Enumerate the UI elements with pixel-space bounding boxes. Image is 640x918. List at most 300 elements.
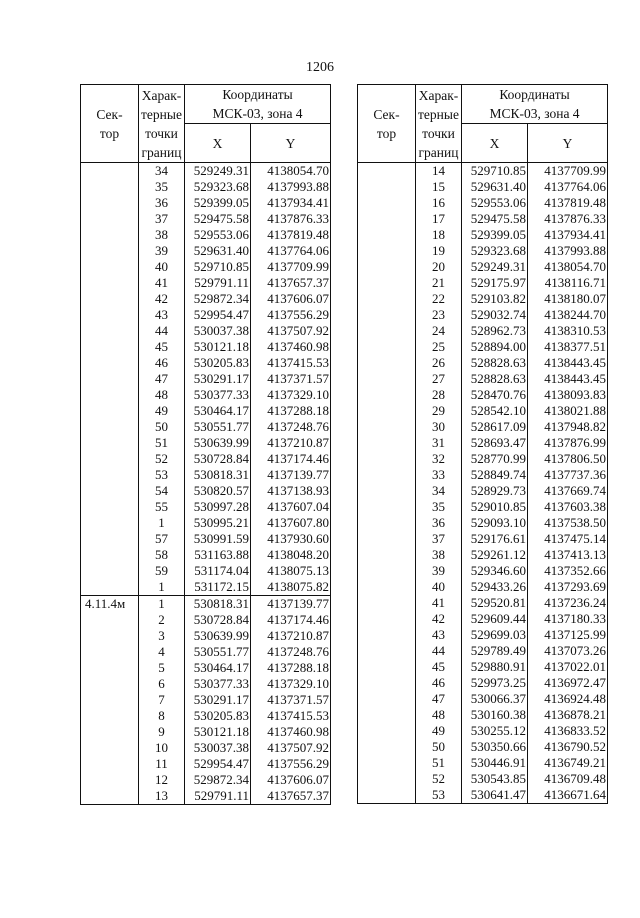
sector-cell <box>358 739 416 755</box>
sector-cell <box>81 483 139 499</box>
table-row <box>81 563 331 579</box>
x-cell: 530543.85 <box>462 771 528 787</box>
table-row <box>358 179 608 195</box>
point-cell: 51 <box>139 435 185 451</box>
y-cell: 4137352.66 <box>528 563 608 579</box>
sector-cell <box>81 339 139 355</box>
sector-cell <box>81 547 139 563</box>
point-cell: 34 <box>139 163 185 180</box>
x-cell: 530728.84 <box>185 612 251 628</box>
x-cell: 529032.74 <box>462 307 528 323</box>
y-cell: 4137460.98 <box>251 724 331 740</box>
x-cell: 530551.77 <box>185 644 251 660</box>
y-cell: 4137139.77 <box>251 596 331 613</box>
table-row <box>358 259 608 275</box>
x-cell: 529553.06 <box>185 227 251 243</box>
sector-cell <box>358 595 416 611</box>
point-cell: 29 <box>416 403 462 419</box>
x-cell: 530446.91 <box>462 755 528 771</box>
table-row <box>358 787 608 804</box>
point-cell: 37 <box>416 531 462 547</box>
sector-cell <box>81 772 139 788</box>
table-row <box>358 227 608 243</box>
point-cell: 26 <box>416 355 462 371</box>
table-row <box>358 275 608 291</box>
x-cell: 530121.18 <box>185 724 251 740</box>
sector-cell <box>358 419 416 435</box>
x-cell: 530464.17 <box>185 403 251 419</box>
sector-cell <box>358 467 416 483</box>
point-cell: 47 <box>416 691 462 707</box>
y-cell: 4138116.71 <box>528 275 608 291</box>
point-cell: 30 <box>416 419 462 435</box>
y-cell: 4137934.41 <box>251 195 331 211</box>
y-cell: 4136924.48 <box>528 691 608 707</box>
x-cell: 530160.38 <box>462 707 528 723</box>
point-cell: 49 <box>139 403 185 419</box>
y-cell: 4137180.33 <box>528 611 608 627</box>
y-cell: 4137507.92 <box>251 323 331 339</box>
table-row <box>81 339 331 355</box>
y-cell: 4137709.99 <box>251 259 331 275</box>
point-cell: 38 <box>416 547 462 563</box>
point-cell: 4 <box>139 644 185 660</box>
x-cell: 529791.11 <box>185 275 251 291</box>
x-cell: 530037.38 <box>185 740 251 756</box>
point-cell: 45 <box>139 339 185 355</box>
sector-cell <box>81 227 139 243</box>
x-cell: 529631.40 <box>462 179 528 195</box>
y-cell: 4137538.50 <box>528 515 608 531</box>
header-sector: Сек- тор <box>358 85 416 163</box>
table-row <box>358 323 608 339</box>
x-cell: 529346.60 <box>462 563 528 579</box>
sector-cell <box>358 323 416 339</box>
point-cell: 21 <box>416 275 462 291</box>
header-sector: Сек- тор <box>81 85 139 163</box>
y-cell: 4137948.82 <box>528 419 608 435</box>
sector-cell <box>358 499 416 515</box>
sector-cell <box>81 211 139 227</box>
sector-cell <box>358 515 416 531</box>
point-cell: 19 <box>416 243 462 259</box>
sector-cell <box>81 724 139 740</box>
sector-cell <box>81 499 139 515</box>
x-cell: 529093.10 <box>462 515 528 531</box>
x-cell: 529176.61 <box>462 531 528 547</box>
sector-cell <box>81 195 139 211</box>
x-cell: 530639.99 <box>185 628 251 644</box>
sector-cell <box>358 579 416 595</box>
point-cell: 33 <box>416 467 462 483</box>
y-cell: 4137737.36 <box>528 467 608 483</box>
point-cell: 31 <box>416 435 462 451</box>
table-row <box>358 755 608 771</box>
sector-cell <box>81 708 139 724</box>
y-cell: 4138093.83 <box>528 387 608 403</box>
y-cell: 4137022.01 <box>528 659 608 675</box>
x-cell: 529631.40 <box>185 243 251 259</box>
point-cell: 17 <box>416 211 462 227</box>
table-row <box>358 387 608 403</box>
table-row <box>358 243 608 259</box>
sector-cell <box>358 163 416 180</box>
point-cell: 57 <box>139 531 185 547</box>
sector-cell <box>358 691 416 707</box>
x-cell: 529249.31 <box>185 163 251 180</box>
y-cell: 4137415.53 <box>251 355 331 371</box>
table-row <box>358 195 608 211</box>
x-cell: 530991.59 <box>185 531 251 547</box>
sector-cell <box>81 788 139 805</box>
table-row <box>358 579 608 595</box>
x-cell: 529103.82 <box>462 291 528 307</box>
table-row <box>81 451 331 467</box>
point-cell: 10 <box>139 740 185 756</box>
y-cell: 4137876.99 <box>528 435 608 451</box>
point-cell: 52 <box>416 771 462 787</box>
x-cell: 530377.33 <box>185 387 251 403</box>
x-cell: 528849.74 <box>462 467 528 483</box>
table-row <box>81 740 331 756</box>
sector-cell <box>81 451 139 467</box>
x-cell: 529954.47 <box>185 307 251 323</box>
y-cell: 4137993.88 <box>528 243 608 259</box>
point-cell: 1 <box>139 515 185 531</box>
table-row <box>358 563 608 579</box>
sector-cell <box>358 355 416 371</box>
y-cell: 4137993.88 <box>251 179 331 195</box>
x-cell: 531163.88 <box>185 547 251 563</box>
y-cell: 4136790.52 <box>528 739 608 755</box>
y-cell: 4137139.77 <box>251 467 331 483</box>
table-row <box>81 483 331 499</box>
y-cell: 4136749.21 <box>528 755 608 771</box>
table-row <box>81 387 331 403</box>
point-cell: 37 <box>139 211 185 227</box>
x-cell: 530037.38 <box>185 323 251 339</box>
sector-cell <box>81 579 139 596</box>
point-cell: 3 <box>139 628 185 644</box>
table-row <box>81 772 331 788</box>
x-cell: 530291.17 <box>185 692 251 708</box>
point-cell: 44 <box>139 323 185 339</box>
sector-cell <box>358 723 416 739</box>
sector-cell <box>81 692 139 708</box>
y-cell: 4138075.82 <box>251 579 331 596</box>
x-cell: 529399.05 <box>462 227 528 243</box>
y-cell: 4137606.07 <box>251 772 331 788</box>
x-cell: 528929.73 <box>462 483 528 499</box>
table-row <box>81 708 331 724</box>
sector-cell <box>358 339 416 355</box>
table-row <box>358 163 608 180</box>
sector-cell <box>358 371 416 387</box>
sector-cell <box>358 643 416 659</box>
x-cell: 529475.58 <box>462 211 528 227</box>
table-row <box>81 275 331 291</box>
x-cell: 529010.85 <box>462 499 528 515</box>
header-x: X <box>462 124 528 163</box>
point-cell: 34 <box>416 483 462 499</box>
sector-cell <box>358 179 416 195</box>
x-cell: 530464.17 <box>185 660 251 676</box>
sector-cell <box>81 243 139 259</box>
point-cell: 36 <box>139 195 185 211</box>
sector-cell <box>358 275 416 291</box>
table-row <box>358 691 608 707</box>
sector-cell <box>358 387 416 403</box>
y-cell: 4137764.06 <box>251 243 331 259</box>
y-cell: 4137930.60 <box>251 531 331 547</box>
sector-cell <box>81 323 139 339</box>
x-cell: 528770.99 <box>462 451 528 467</box>
point-cell: 48 <box>139 387 185 403</box>
table-row <box>358 467 608 483</box>
x-cell: 530728.84 <box>185 451 251 467</box>
table-row <box>81 211 331 227</box>
table-row <box>358 611 608 627</box>
sector-cell <box>81 467 139 483</box>
sector-cell <box>358 307 416 323</box>
table-row <box>81 435 331 451</box>
table-row <box>81 756 331 772</box>
table-row <box>358 643 608 659</box>
table-row <box>358 371 608 387</box>
point-cell: 42 <box>139 291 185 307</box>
point-cell: 51 <box>416 755 462 771</box>
x-cell: 529710.85 <box>462 163 528 180</box>
table-row <box>358 595 608 611</box>
y-cell: 4137371.57 <box>251 371 331 387</box>
sector-cell <box>358 243 416 259</box>
y-cell: 4137460.98 <box>251 339 331 355</box>
y-cell: 4137556.29 <box>251 756 331 772</box>
y-cell: 4136972.47 <box>528 675 608 691</box>
y-cell: 4137657.37 <box>251 275 331 291</box>
point-cell: 53 <box>139 467 185 483</box>
y-cell: 4137371.57 <box>251 692 331 708</box>
coordinates-table-right <box>357 84 608 804</box>
sector-cell <box>358 195 416 211</box>
sector-cell <box>81 291 139 307</box>
sector-cell <box>81 644 139 660</box>
table-row <box>81 355 331 371</box>
table-row <box>81 259 331 275</box>
sector-cell <box>358 563 416 579</box>
x-cell: 529323.68 <box>462 243 528 259</box>
y-cell: 4137764.06 <box>528 179 608 195</box>
x-cell: 528962.73 <box>462 323 528 339</box>
sector-cell <box>81 660 139 676</box>
y-cell: 4137210.87 <box>251 628 331 644</box>
x-cell: 530551.77 <box>185 419 251 435</box>
table-row <box>81 547 331 563</box>
point-cell: 36 <box>416 515 462 531</box>
point-cell: 14 <box>416 163 462 180</box>
sector-cell <box>358 611 416 627</box>
table-row <box>358 659 608 675</box>
point-cell: 13 <box>139 788 185 805</box>
point-cell: 54 <box>139 483 185 499</box>
x-cell: 528894.00 <box>462 339 528 355</box>
y-cell: 4137248.76 <box>251 644 331 660</box>
header-y: Y <box>251 124 331 163</box>
y-cell: 4137819.48 <box>528 195 608 211</box>
table-row <box>81 724 331 740</box>
page-number: 1206 <box>306 60 334 75</box>
point-cell: 11 <box>139 756 185 772</box>
point-cell: 49 <box>416 723 462 739</box>
point-cell: 32 <box>416 451 462 467</box>
header-y: Y <box>528 124 608 163</box>
x-cell: 530818.31 <box>185 596 251 613</box>
y-cell: 4137819.48 <box>251 227 331 243</box>
y-cell: 4137507.92 <box>251 740 331 756</box>
y-cell: 4137475.14 <box>528 531 608 547</box>
x-cell: 529699.03 <box>462 627 528 643</box>
y-cell: 4137329.10 <box>251 387 331 403</box>
y-cell: 4138180.07 <box>528 291 608 307</box>
point-cell: 35 <box>139 179 185 195</box>
x-cell: 530350.66 <box>462 739 528 755</box>
point-cell: 39 <box>416 563 462 579</box>
header-characteristic-points: Харак- терные точки границ <box>416 85 462 163</box>
table-row <box>358 723 608 739</box>
x-cell: 529609.44 <box>462 611 528 627</box>
sector-cell <box>81 387 139 403</box>
y-cell: 4137876.33 <box>528 211 608 227</box>
x-cell: 530820.57 <box>185 483 251 499</box>
table-row <box>358 627 608 643</box>
table-row <box>81 628 331 644</box>
y-cell: 4138443.45 <box>528 355 608 371</box>
y-cell: 4137174.46 <box>251 451 331 467</box>
point-cell: 45 <box>416 659 462 675</box>
y-cell: 4137415.53 <box>251 708 331 724</box>
sector-cell <box>81 163 139 180</box>
y-cell: 4138310.53 <box>528 323 608 339</box>
sector-cell <box>81 628 139 644</box>
point-cell: 43 <box>416 627 462 643</box>
point-cell: 23 <box>416 307 462 323</box>
table-row <box>81 371 331 387</box>
point-cell: 47 <box>139 371 185 387</box>
point-cell: 44 <box>416 643 462 659</box>
x-cell: 528828.63 <box>462 355 528 371</box>
table-row <box>358 307 608 323</box>
x-cell: 529710.85 <box>185 259 251 275</box>
header-coordinates: Координаты МСК-03, зона 4 <box>185 85 331 124</box>
sector-cell <box>81 531 139 547</box>
x-cell: 531174.04 <box>185 563 251 579</box>
sector-cell <box>81 676 139 692</box>
point-cell: 40 <box>139 259 185 275</box>
table-row <box>81 243 331 259</box>
point-cell: 18 <box>416 227 462 243</box>
sector-cell <box>81 612 139 628</box>
y-cell: 4138054.70 <box>528 259 608 275</box>
sector-cell <box>358 435 416 451</box>
y-cell: 4137248.76 <box>251 419 331 435</box>
coordinates-table-left <box>80 84 331 805</box>
table-row <box>358 355 608 371</box>
sector-cell <box>358 451 416 467</box>
y-cell: 4136833.52 <box>528 723 608 739</box>
x-cell: 529872.34 <box>185 291 251 307</box>
x-cell: 530818.31 <box>185 467 251 483</box>
x-cell: 529973.25 <box>462 675 528 691</box>
point-cell: 16 <box>416 195 462 211</box>
x-cell: 529475.58 <box>185 211 251 227</box>
y-cell: 4138075.13 <box>251 563 331 579</box>
y-cell: 4137709.99 <box>528 163 608 180</box>
sector-cell <box>81 403 139 419</box>
table-row <box>81 515 331 531</box>
sector-cell <box>358 707 416 723</box>
point-cell: 48 <box>416 707 462 723</box>
header-coordinates: Координаты МСК-03, зона 4 <box>462 85 608 124</box>
x-cell: 529399.05 <box>185 195 251 211</box>
point-cell: 43 <box>139 307 185 323</box>
x-cell: 530255.12 <box>462 723 528 739</box>
x-cell: 529433.26 <box>462 579 528 595</box>
point-cell: 28 <box>416 387 462 403</box>
x-cell: 529791.11 <box>185 788 251 805</box>
point-cell: 9 <box>139 724 185 740</box>
x-cell: 529789.49 <box>462 643 528 659</box>
point-cell: 46 <box>416 675 462 691</box>
table-row <box>358 707 608 723</box>
y-cell: 4138377.51 <box>528 339 608 355</box>
table-row <box>81 403 331 419</box>
point-cell: 25 <box>416 339 462 355</box>
y-cell: 4137138.93 <box>251 483 331 499</box>
x-cell: 529323.68 <box>185 179 251 195</box>
y-cell: 4138048.20 <box>251 547 331 563</box>
sector-cell <box>81 435 139 451</box>
sector-cell <box>358 787 416 804</box>
sector-cell <box>358 659 416 675</box>
table-row <box>358 515 608 531</box>
x-cell: 528617.09 <box>462 419 528 435</box>
sector-cell <box>358 771 416 787</box>
header-x: X <box>185 124 251 163</box>
table-row <box>358 435 608 451</box>
point-cell: 38 <box>139 227 185 243</box>
x-cell: 529872.34 <box>185 772 251 788</box>
table-row <box>81 676 331 692</box>
y-cell: 4137293.69 <box>528 579 608 595</box>
point-cell: 6 <box>139 676 185 692</box>
y-cell: 4137603.38 <box>528 499 608 515</box>
x-cell: 530205.83 <box>185 355 251 371</box>
y-cell: 4137806.50 <box>528 451 608 467</box>
sector-cell <box>81 756 139 772</box>
y-cell: 4138021.88 <box>528 403 608 419</box>
sector-cell <box>358 627 416 643</box>
sector-cell <box>358 755 416 771</box>
table-row <box>81 612 331 628</box>
x-cell: 530066.37 <box>462 691 528 707</box>
sector-cell <box>358 259 416 275</box>
y-cell: 4137669.74 <box>528 483 608 499</box>
point-cell: 1 <box>139 579 185 596</box>
point-cell: 5 <box>139 660 185 676</box>
y-cell: 4137607.80 <box>251 515 331 531</box>
point-cell: 41 <box>416 595 462 611</box>
y-cell: 4137174.46 <box>251 612 331 628</box>
